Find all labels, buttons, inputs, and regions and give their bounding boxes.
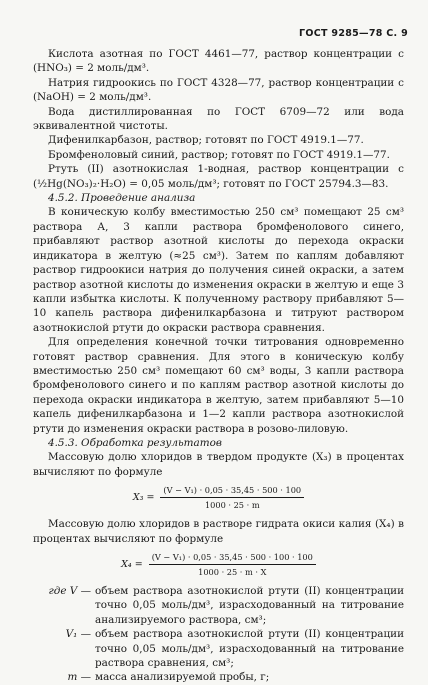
formula-x4-numerator: (V − V₁) · 0,05 · 35,45 · 500 · 100 · 100 (149, 551, 316, 565)
formula-intro-x3: Массовую долю хлоридов в твердом продукте (X₃) в процентах вычисляют по формуле (33, 451, 404, 478)
formula-x4-denominator: 1000 · 25 · m · X (198, 567, 267, 577)
page-header: ГОСТ 9285—78 С. 9 (299, 28, 408, 39)
procedure-paragraph: В коническую колбу вместимостью 250 см³ помещают 25 см³ раствора А, 3 капли раствора бромфенолового синего, прибавляют раствор азотной кислоты до перехода окраски индикатора в желтую (≈25 см³). Затем по каплям добавляют раствор гидроокиси натрия до получения синей окраски, а затем раствор азотной кислоты до изменения окраски в желтую и еще 3 капли избытка кислоты. К полученному раствору прибавляют 5—10 капель раствора дифенилкарбазона и титруют раствором азотнокислой ртути до окраски раствора сравнения. (33, 206, 404, 334)
formula-x4-fraction (149, 551, 316, 578)
document-body (33, 47, 404, 685)
definition-item (33, 584, 404, 627)
variable-definitions (33, 584, 404, 685)
formula-x4-lhs: X₄ = (121, 558, 143, 570)
formula-x3-denominator: 1000 · 25 · m (204, 500, 260, 511)
definition-symbol: V₁ — (65, 628, 91, 641)
reagent-nitric-acid: Кислота азотная по ГОСТ 4461—77, раствор концентрации с (HNO₃) = 2 моль/дм³. (33, 48, 404, 75)
formula-x3 (33, 484, 404, 511)
definition-text: объем раствора азотнокислой ртути (II) концентрации точно 0,05 моль/дм³, израсходованный на титрование раствора сравнения, см³; (95, 628, 404, 670)
reagent-sodium-hydroxide: Натрия гидроокись по ГОСТ 4328—77, раствор концентрации с (NaOH) = 2 моль/дм³. (33, 76, 404, 104)
definition-item (33, 627, 404, 670)
formula-x4 (33, 551, 404, 578)
reagent-bromophenol-blue: Бромфеноловый синий, раствор; готовят по ГОСТ 4919.1—77. (48, 148, 390, 161)
formula-x3-fraction (160, 484, 304, 511)
definition-symbol: m — (67, 671, 91, 684)
formula-x3-lhs: X₃ = (132, 491, 155, 503)
section-heading-4-5-3: 4.5.3. Обработка результатов (48, 436, 222, 449)
reagent-diphenylcarbazone: Дифенилкарбазон, раствор; готовят по ГОСТ 4919.1—77. (48, 134, 364, 147)
definition-symbol: где V — (48, 585, 91, 597)
definition-text: объем раствора азотнокислой ртути (II) концентрации точно 0,05 моль/дм³, израсходованный на титрование анализируемого раствора, см³; (95, 585, 404, 626)
reagent-water: Вода дистиллированная по ГОСТ 6709—72 или вода эквивалентной чистоты. (33, 105, 404, 133)
definition-text: масса анализируемой пробы, г; (95, 671, 270, 684)
formula-intro-x4: Массовую долю хлоридов в растворе гидрата окиси калия (X₄) в процентах вычисляют по формуле (33, 518, 404, 545)
formula-x3-numerator: (V − V₁) · 0,05 · 35,45 · 500 · 100 (160, 484, 304, 498)
reagent-mercury-nitrate: Ртуть (II) азотнокислая 1-водная, раствор концентрации с (½Hg(NO₃)₂·H₂O) = 0,05 моль/дм³; готовят по ГОСТ 25794.3—83. (33, 163, 404, 190)
reference-solution-paragraph: Для определения конечной точки титрования одновременно готовят раствор сравнения. Для этого в коническую колбу вместимостью 250 см³ помещают 60 см³ воды, 3 капли раствора бромфенолового синего и по каплям раствор азотной кислоты до перехода окраски индикатора в желтую, затем прибавляют 5—10 капель дифенилкарбазона и 1—2 капли раствора азотнокислой ртути до изменения окраски раствора в розово-лиловую. (33, 336, 404, 435)
definition-item (33, 670, 404, 684)
section-heading-4-5-2: 4.5.2. Проведение анализа (48, 192, 196, 205)
